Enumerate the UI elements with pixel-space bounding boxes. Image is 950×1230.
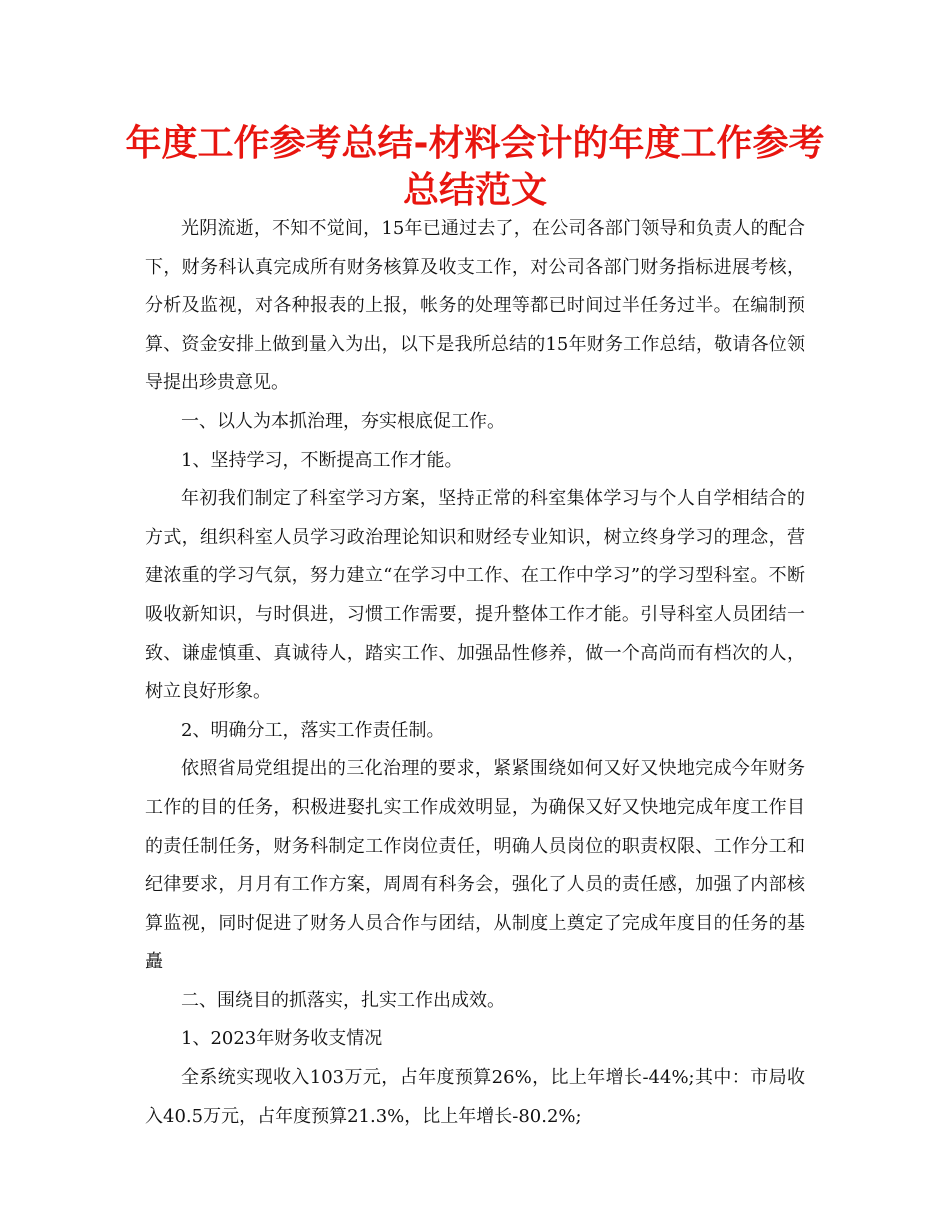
subsection-heading-1-1: 1、坚持学习，不断提高工作才能。 [181,449,463,471]
section-heading-2: 二、围绕目的抓落实，扎实工作出成效。 [181,989,505,1011]
paragraph-study: 年初我们制定了科室学习方案，坚持正常的科室集体学习与个人自学相结合的方式，组织科室人员学习政治理论知识和财经专业知识，树立终身学习的理念，营建浓重的学习气氛，努力建立“在学习中工作、在工作中学习”的学习型科室。不断吸收新知识，与时俱进，习惯工作需要，提升整体工作才能。引导科室人员团结一致、谦虚慎重、真诚待人，踏实工作、加强品性修养，做一个高尚而有档次的人，树立良好形象。 [145,488,805,703]
document-title: 年度工作参考总结-材料会计的年度工作参考总结范文 [125,123,825,211]
document-body [145,210,805,1136]
subsection-heading-2-1: 1、2023年财务收支情况 [181,1028,383,1050]
subsection-heading-1-2: 2、明确分工，落实工作责任制。 [181,719,445,741]
paragraph-intro: 光阴流逝，不知不觉间，15年已通过去了，在公司各部门领导和负责人的配合下，财务科认真完成所有财务核算及收支工作，对公司各部门财务指标进展考核，分析及监视，对各种报表的上报，帐务的处理等都已时间过半任务过半。在编制预算、资金安排上做到量入为出，以下是我所总结的15年财务工作总结，敬请各位领导提出珍贵意见。 [145,218,805,394]
paragraph-responsibility: 依照省局党组提出的三化治理的要求，紧紧围绕如何又好又快地完成今年财务工作的目的任务，积极进娶扎实工作成效明显，为确保又好又快地完成年度工作目的责任制任务，财务科制定工作岗位责任，明确人员岗位的职责权限、工作分工和纪律要求，月月有工作方案，周周有科务会，强化了人员的责任感，加强了内部核算监视，同时促进了财务人员合作与团结，从制度上奠定了完成年度目的任务的基矗 [145,758,805,973]
section-heading-1: 一、以人为本抓治理，夯实根底促工作。 [181,410,505,432]
paragraph-revenue: 全系统实现收入103万元，占年度预算26%，比上年增长-44%;其中：市局收入40.5万元，占年度预算21.3%，比上年增长-80.2%; [145,1067,805,1127]
